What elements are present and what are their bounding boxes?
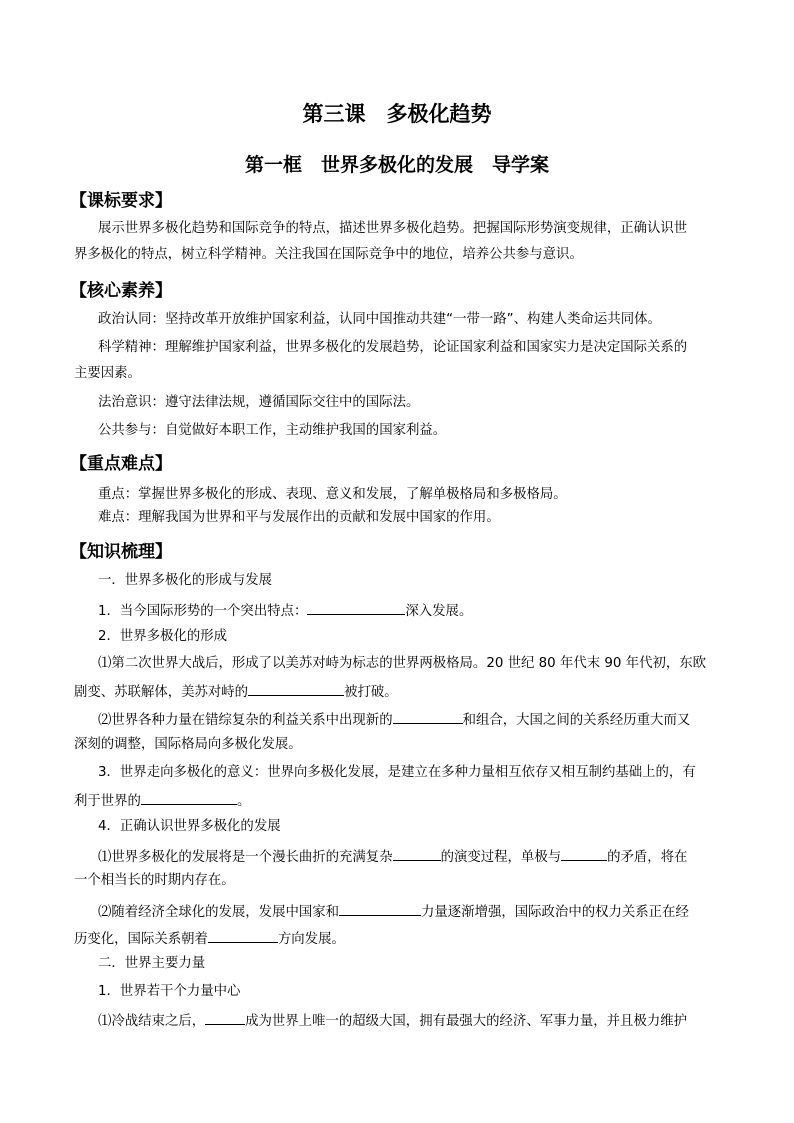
hexin-public: 公共参与：自觉做好本职工作，主动维护我国的国家利益。 <box>98 423 447 438</box>
fill-blank[interactable] <box>393 709 463 724</box>
zhishi-heading-2: 2．世界多极化的形成 <box>98 629 228 644</box>
question-text: ⑴冷战结束之后， <box>98 1014 206 1029</box>
question-5-line-1 <box>98 846 724 867</box>
question-3-line-2: 深刻的调整，国际格局向多极化发展。 <box>74 737 302 752</box>
question-6-line-1 <box>98 901 724 922</box>
section-subtitle: 第一框 世界多极化的发展 导学案 <box>244 154 549 176</box>
zhishi-heading-5: 二．世界主要力量 <box>98 956 206 971</box>
question-3-line-1 <box>98 709 724 730</box>
hexin-law: 法治意识：遵守法律法规，遵循国际交往中的国际法。 <box>98 395 420 410</box>
heading-hexin: 【核心素养】 <box>70 281 172 301</box>
question-text: 和组合，大国之间的关系经历重大而又 <box>462 713 691 728</box>
heading-kebiao: 【课标要求】 <box>70 191 172 211</box>
question-2-line-2 <box>74 681 724 702</box>
zhishi-heading-6: 1．世界若干个力量中心 <box>98 984 241 999</box>
fill-blank[interactable] <box>339 901 421 916</box>
hexin-science-1: 科学精神：理解维护国家利益，世界多极化的发展趋势，论证国家利益和国家实力是决定国际关系的 <box>98 340 688 355</box>
question-text: ⑵世界各种力量在错综复杂的利益关系中出现新的 <box>98 713 393 728</box>
question-6-line-2 <box>74 928 724 949</box>
fill-blank[interactable] <box>561 846 607 861</box>
question-text: 1．当今国际形势的一个突出特点： <box>98 604 308 619</box>
zhishi-heading-1: 一．世界多极化的形成与发展 <box>98 573 273 588</box>
fill-blank[interactable] <box>248 681 344 696</box>
question-4-line-2 <box>74 790 724 811</box>
question-text: 剧变、苏联解体，美苏对峙的 <box>74 685 249 700</box>
hexin-science-2: 主要因素。 <box>74 366 141 381</box>
question-5-line-2: 一个相当长的时期内存在。 <box>74 873 235 888</box>
question-text: ⑵随着经济全球化的发展，发展中国家和 <box>98 905 340 920</box>
question-text: 历变化，国际关系朝着 <box>74 932 208 947</box>
question-text: 力量逐渐增强，国际政治中的权力关系正在经 <box>421 905 689 920</box>
zhongdian-key: 重点：掌握世界多极化的形成、表现、意义和发展，了解单极格局和多极格局。 <box>98 487 567 502</box>
fill-blank[interactable] <box>205 1010 245 1025</box>
fill-blank[interactable] <box>208 928 278 943</box>
fill-blank[interactable] <box>141 790 237 805</box>
question-text: 的演变过程，单极与 <box>440 850 562 865</box>
question-text: 成为世界上唯一的超级大国，拥有最强大的经济、军事力量，并且极力维护 <box>245 1014 688 1029</box>
question-text: 的矛盾，将在 <box>607 850 688 865</box>
question-4-line-1: 3．世界走向多极化的意义：世界向多极化发展，是建立在多种力量相互依存又相互制约基础上的，有 <box>98 765 696 780</box>
kebiao-line-2: 界多极化的特点，树立科学精神。关注我国在国际竞争中的地位，培养公共参与意识。 <box>74 247 583 262</box>
lesson-title: 第三课 多极化趋势 <box>302 102 492 126</box>
question-text: ⑴世界多极化的发展将是一个漫长曲折的充满复杂 <box>98 850 393 865</box>
heading-zhongdian: 【重点难点】 <box>70 454 172 474</box>
question-text: 被打破。 <box>344 685 398 700</box>
question-1 <box>98 600 724 621</box>
question-text: 利于世界的 <box>74 794 141 809</box>
question-text: 。 <box>236 794 251 809</box>
heading-zhishi: 【知识梳理】 <box>70 542 172 562</box>
question-2-line-1: ⑴第二次世界大战后，形成了以美苏对峙为标志的世界两极格局。20 世纪 80 年代末 90 年代初，东欧 <box>98 656 707 671</box>
fill-blank[interactable] <box>393 846 441 861</box>
hexin-political: 政治认同：坚持改革开放维护国家利益，认同中国推动共建“一带一路”、构建人类命运共同体。 <box>98 312 661 327</box>
fill-blank[interactable] <box>307 600 405 615</box>
zhishi-heading-4: 4．正确认识世界多极化的发展 <box>98 819 281 834</box>
kebiao-line-1: 展示世界多极化趋势和国际竞争的特点，描述世界多极化趋势。把握国际形势演变规律，正确认识世 <box>98 221 688 236</box>
zhongdian-difficult: 难点：理解我国为世界和平与发展作出的贡献和发展中国家的作用。 <box>98 510 500 525</box>
question-7-line-1 <box>98 1010 724 1031</box>
question-text: 深入发展。 <box>405 604 473 619</box>
question-text: 方向发展。 <box>277 932 345 947</box>
